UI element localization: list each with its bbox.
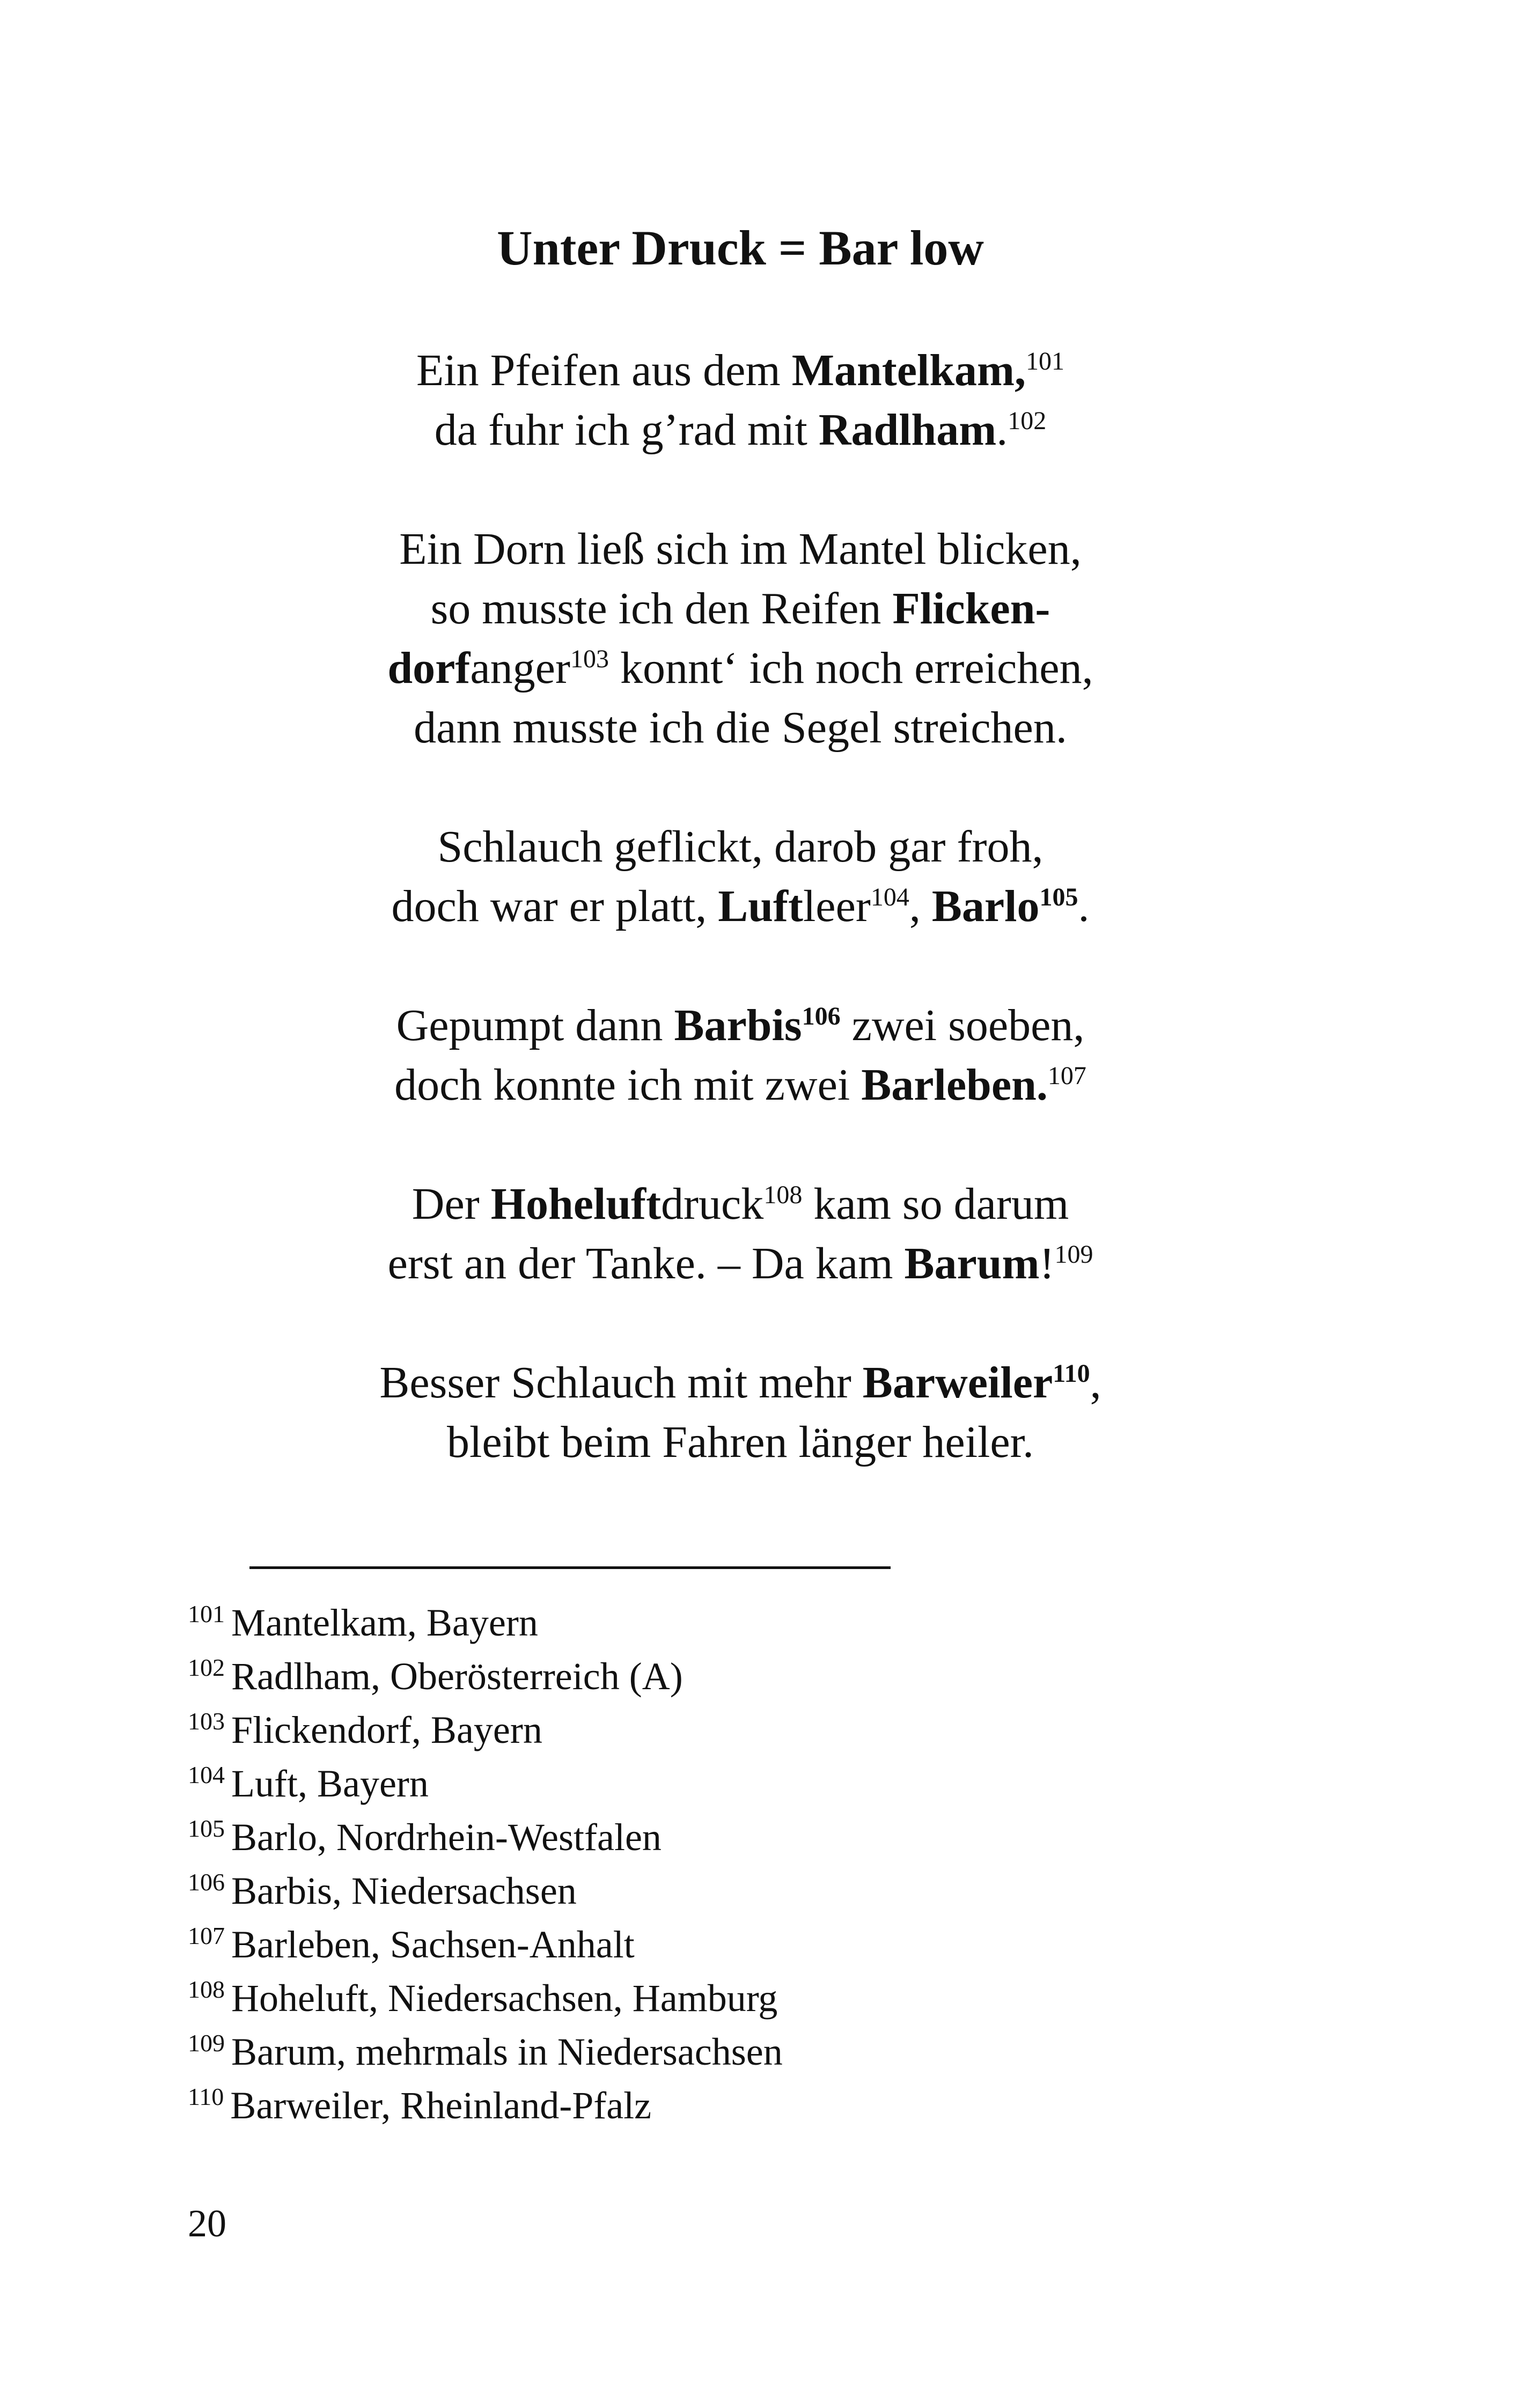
text-segment: erst an der Tanke. – Da kam	[387, 1239, 905, 1288]
poem-line	[0, 817, 1481, 877]
footnote-number: 108	[188, 1975, 225, 2003]
text-segment: dann musste ich die Segel streichen.	[414, 703, 1067, 753]
footnote-number: 110	[188, 2082, 224, 2110]
bold-text: Barbis	[674, 1000, 802, 1050]
footnote-marker: 109	[1054, 1240, 1093, 1269]
footnote-item	[188, 1757, 1314, 1810]
text-segment: konnt‘ ich noch erreichen,	[608, 643, 1093, 693]
poem-line	[0, 996, 1481, 1055]
poem-line	[0, 519, 1481, 579]
text-segment: !	[1039, 1239, 1055, 1288]
poem-line	[0, 638, 1481, 698]
footnote-marker: 107	[1047, 1062, 1086, 1091]
footnote-marker: 106	[802, 1002, 841, 1031]
footnote-text: Barlo, Nordrhein-Westfalen	[231, 1816, 662, 1859]
footnote-marker: 104	[870, 883, 909, 912]
footnote-number: 102	[188, 1653, 225, 1681]
text-segment: doch war er platt,	[391, 881, 718, 931]
page-number: 20	[188, 2202, 226, 2245]
footnote-separator	[249, 1566, 891, 1569]
footnote-number: 101	[188, 1600, 225, 1628]
poem-line	[0, 877, 1481, 936]
footnote-text: Luft, Bayern	[231, 1762, 429, 1805]
text-segment: doch konnte ich mit zwei	[394, 1060, 862, 1110]
footnote-number: 109	[188, 2029, 225, 2057]
footnote-number: 105	[188, 1814, 225, 1842]
stanza	[0, 341, 1481, 460]
poem-title: Unter Druck = Bar low	[497, 220, 984, 275]
poem-line	[0, 698, 1481, 757]
footnote-marker: 101	[1026, 347, 1065, 376]
bold-text: Barum	[904, 1239, 1040, 1288]
text-segment: leer	[803, 881, 871, 931]
footnote-marker: 110	[1053, 1359, 1090, 1388]
text-segment: bleibt beim Fahren länger heiler.	[447, 1417, 1034, 1467]
footnote-marker: 102	[1008, 407, 1047, 436]
bold-text: dorf	[387, 643, 471, 693]
poem-line	[0, 400, 1481, 460]
text-segment: .	[996, 405, 1008, 455]
footnote-item	[188, 2025, 1314, 2079]
footnote-number: 107	[188, 1921, 225, 1949]
footnote-text: Barbis, Niedersachsen	[231, 1869, 577, 1912]
text-segment: ,	[909, 881, 932, 931]
footnote-item	[188, 1918, 1314, 1971]
bold-text: Barleben.	[861, 1060, 1048, 1110]
footnote-item	[188, 1810, 1314, 1864]
text-segment: Besser Schlauch mit mehr	[379, 1358, 863, 1408]
footnote-item	[188, 1864, 1314, 1918]
bold-text: Barweiler	[862, 1358, 1053, 1408]
bold-text: Mantelkam,	[791, 345, 1026, 395]
text-segment: anger	[470, 643, 570, 693]
footnote-item	[188, 2079, 1314, 2132]
footnote-text: Mantelkam, Bayern	[231, 1601, 538, 1644]
text-segment: ,	[1090, 1358, 1101, 1408]
bold-text: Radlham	[818, 405, 997, 455]
footnote-item	[188, 1649, 1314, 1703]
footnote-text: Barum, mehrmals in Niedersachsen	[231, 2030, 783, 2073]
footnote-item	[188, 1703, 1314, 1757]
footnote-text: Hoheluft, Niedersachsen, Hamburg	[231, 1977, 778, 2020]
footnote-item	[188, 1596, 1314, 1649]
footnote-number: 104	[188, 1761, 225, 1788]
footnote-number: 106	[188, 1868, 225, 1896]
stanza	[0, 1353, 1481, 1472]
footnote-item	[188, 1971, 1314, 2025]
text-segment: druck	[661, 1179, 764, 1229]
footnote-marker: 105	[1039, 883, 1078, 912]
text-segment: Ein Dorn ließ sich im Mantel blicken,	[399, 524, 1082, 574]
text-segment: Schlauch geflickt, darob gar froh,	[437, 822, 1044, 872]
bold-text: Flicken-	[892, 584, 1050, 634]
footnotes-list	[188, 1596, 1314, 2132]
poem-line	[0, 341, 1481, 400]
poem-line	[0, 1353, 1481, 1412]
bold-text: Luft	[718, 881, 803, 931]
bold-text: Barlo	[931, 881, 1040, 931]
text-segment: zwei soeben,	[840, 1000, 1085, 1050]
footnote-marker: 108	[763, 1181, 803, 1210]
text-segment: .	[1078, 881, 1090, 931]
poem-line	[0, 1234, 1481, 1293]
footnote-text: Barweiler, Rheinland-Pfalz	[230, 2084, 652, 2127]
bold-text: Hoheluft	[490, 1179, 662, 1229]
text-segment: Ein Pfeifen aus dem	[416, 345, 792, 395]
text-segment: kam so darum	[802, 1179, 1069, 1229]
text-segment: Gepumpt dann	[396, 1000, 674, 1050]
poem-line	[0, 1174, 1481, 1234]
stanza	[0, 1174, 1481, 1293]
poem-line	[0, 1055, 1481, 1115]
text-segment: da fuhr ich g’rad mit	[434, 405, 819, 455]
stanza	[0, 519, 1481, 757]
stanza	[0, 817, 1481, 936]
stanza	[0, 996, 1481, 1115]
poem-line	[0, 579, 1481, 638]
poem-line	[0, 1412, 1481, 1472]
footnote-text: Flickendorf, Bayern	[231, 1709, 542, 1751]
poem-body	[0, 341, 1481, 1531]
footnote-text: Barleben, Sachsen-Anhalt	[231, 1923, 635, 1966]
text-segment: so musste ich den Reifen	[430, 584, 893, 634]
footnote-marker: 103	[570, 645, 609, 674]
footnote-number: 103	[188, 1707, 225, 1735]
footnote-text: Radlham, Oberösterreich (A)	[231, 1655, 683, 1698]
text-segment: Der	[412, 1179, 491, 1229]
